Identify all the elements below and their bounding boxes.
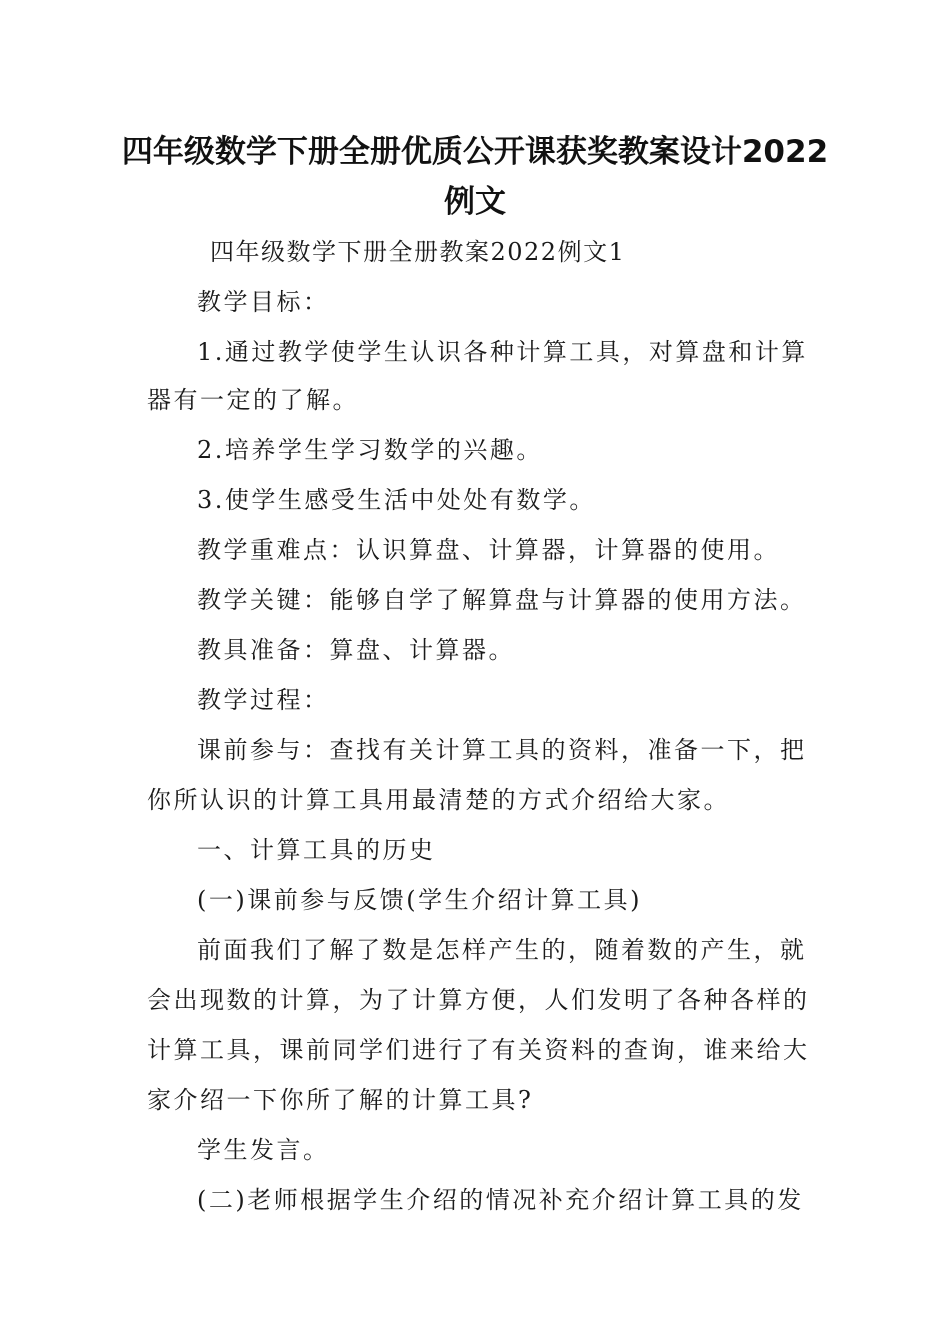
document-subtitle: 四年级数学下册全册教案2022例文1 [210, 238, 626, 266]
paragraph-line: 学生发言。 [197, 1136, 330, 1164]
paragraph-line: 教具准备：算盘、计算器。 [197, 636, 515, 664]
paragraph-line: 家介绍一下你所了解的计算工具? [147, 1086, 534, 1114]
section-heading-process: 教学过程： [197, 686, 330, 714]
paragraph-line: 2.培养学生学习数学的兴趣。 [197, 436, 543, 464]
paragraph-line: 教学关键：能够自学了解算盘与计算器的使用方法。 [197, 586, 807, 614]
document-title: 四年级数学下册全册优质公开课获奖教案设计2022 [121, 134, 829, 170]
subsection-heading: (二)老师根据学生介绍的情况补充介绍计算工具的发 [197, 1186, 804, 1214]
paragraph-line: 教学重难点：认识算盘、计算器，计算器的使用。 [197, 536, 780, 564]
paragraph-line: 3.使学生感受生活中处处有数学。 [197, 486, 596, 514]
paragraph-line: 前面我们了解了数是怎样产生的，随着数的产生，就 [197, 936, 807, 964]
section-heading-objectives: 教学目标： [197, 288, 330, 316]
paragraph-line: 计算工具，课前同学们进行了有关资料的查询，谁来给大 [147, 1036, 810, 1064]
paragraph-line: 课前参与：查找有关计算工具的资料，准备一下，把 [197, 736, 807, 764]
section-heading-history: 一、计算工具的历史 [197, 836, 436, 864]
paragraph-line: 1.通过教学使学生认识各种计算工具，对算盘和计算 [197, 338, 808, 366]
paragraph-line: 器有一定的了解。 [147, 386, 359, 414]
paragraph-line: 会出现数的计算，为了计算方便，人们发明了各种各样的 [147, 986, 810, 1014]
subsection-heading: (一)课前参与反馈(学生介绍计算工具) [197, 886, 642, 914]
document-title-continued: 例文 [444, 184, 506, 220]
paragraph-line: 你所认识的计算工具用最清楚的方式介绍给大家。 [147, 786, 730, 814]
